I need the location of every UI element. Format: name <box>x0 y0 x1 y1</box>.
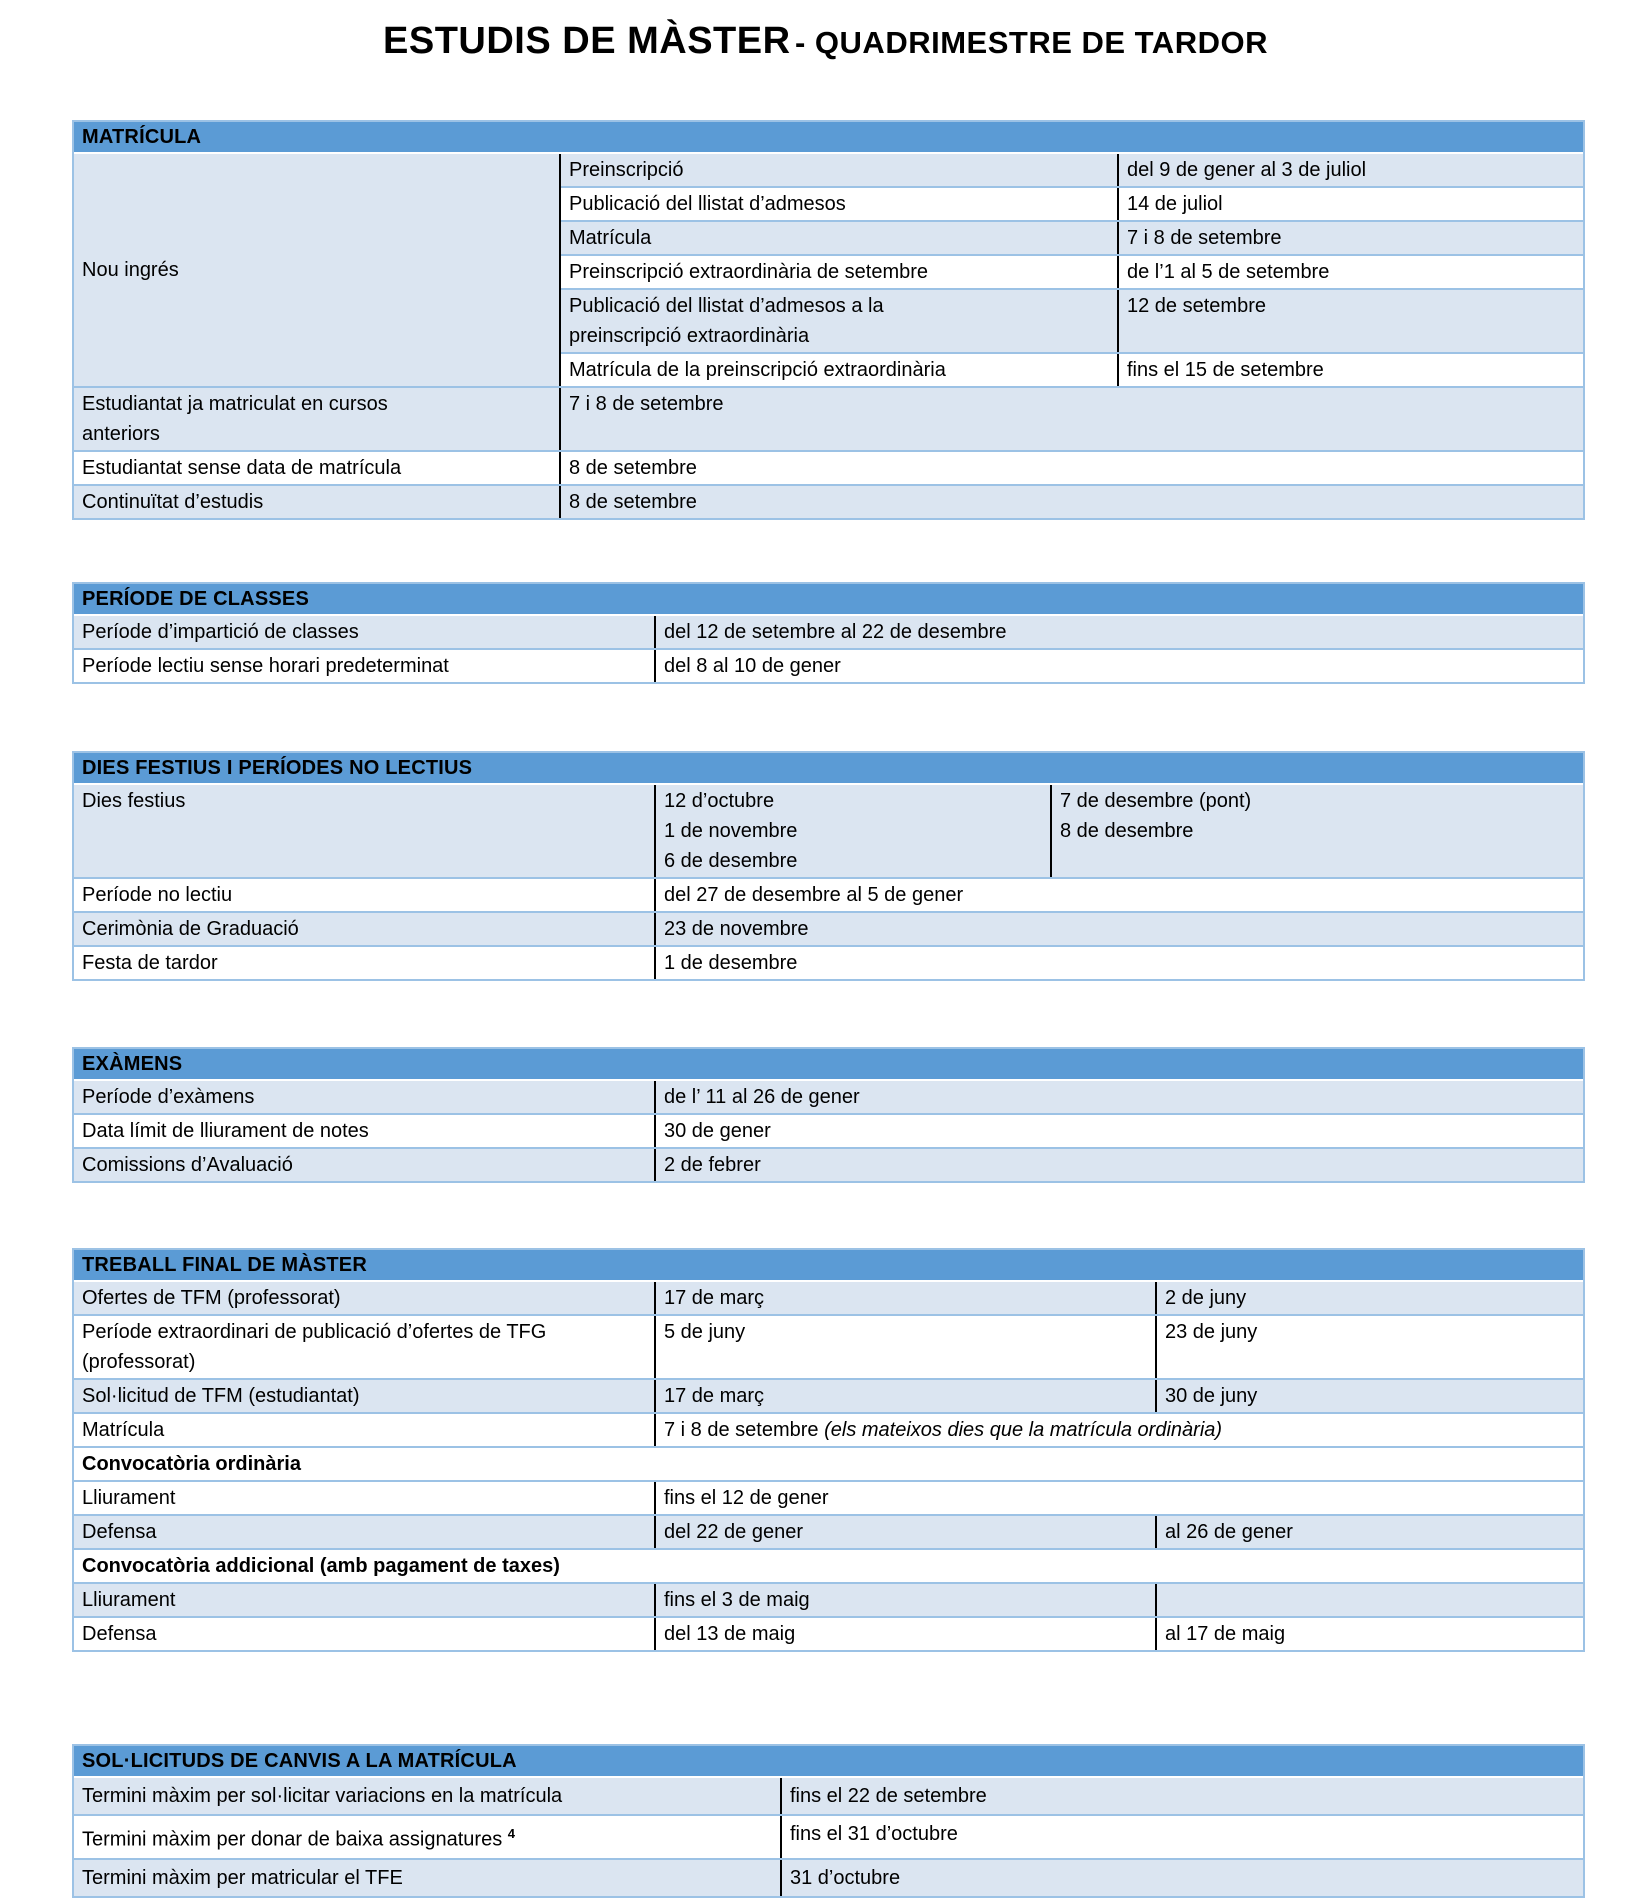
row-label: Estudiantat sense data de matrícula <box>82 457 402 479</box>
row-label <box>561 290 1117 352</box>
row-value: 23 de novembre <box>654 913 1583 945</box>
row-value: del 27 de desembre al 5 de gener <box>654 879 1583 911</box>
row-label: Període d’impartició de classes <box>82 621 359 643</box>
row-label: Matrícula <box>82 1419 165 1441</box>
row-label: Matrícula <box>569 227 652 249</box>
table-canvis-matricula-header: SOL·LICITUDS DE CANVIS A LA MATRÍCULA <box>74 1746 1583 1778</box>
table-matricula <box>72 120 1585 520</box>
row-label: Comissions d’Avaluació <box>82 1154 293 1176</box>
row-value-text: 7 i 8 de setembre <box>664 1419 825 1441</box>
page-title-main: ESTUDIS DE MÀSTER <box>383 20 791 62</box>
table-row <box>74 1282 1583 1314</box>
table-dies-festius <box>72 751 1585 981</box>
section-row-convocatoria-ordinaria <box>74 1446 1583 1480</box>
document-page <box>0 16 1651 1889</box>
table-periode-classes-header: PERÍODE DE CLASSES <box>74 584 1583 616</box>
section-label: Convocatòria addicional (amb pagament de taxes) <box>82 1555 560 1577</box>
row-value: 8 de setembre <box>559 486 1583 518</box>
row-value-col2 <box>654 785 1050 877</box>
table-row <box>561 352 1583 386</box>
section-label: Convocatòria ordinària <box>82 1453 301 1475</box>
table-row-matricula-tfm <box>74 1412 1583 1446</box>
date-line: 12 d’octubre <box>664 790 775 812</box>
row-value-col3: 23 de juny <box>1155 1316 1583 1378</box>
row-value-col2: 17 de març <box>654 1282 1155 1314</box>
table-matricula-header: MATRÍCULA <box>74 122 1583 154</box>
page-title <box>0 16 1651 74</box>
row-label-text: Termini màxim per donar de baixa assignatures <box>82 1828 508 1851</box>
row-label: Nou ingrés <box>74 154 559 386</box>
date-line: 7 de desembre (pont) <box>1060 790 1252 812</box>
table-row <box>561 254 1583 288</box>
table-row <box>74 484 1583 518</box>
table-row <box>74 1514 1583 1548</box>
row-value: de l’ 11 al 26 de gener <box>654 1081 1583 1113</box>
table-row-dies-festius <box>74 785 1583 877</box>
table-row <box>74 1314 1583 1378</box>
table-tfm <box>72 1248 1585 1652</box>
row-value: fins el 31 d’octubre <box>780 1816 1583 1858</box>
row-label <box>74 1816 780 1858</box>
date-line: 6 de desembre <box>664 850 798 872</box>
row-value-col3: 30 de juny <box>1155 1380 1583 1412</box>
table-row <box>74 911 1583 945</box>
table-row <box>74 1582 1583 1616</box>
row-value: fins el 22 de setembre <box>780 1778 1583 1814</box>
table-row <box>74 450 1583 484</box>
table-row <box>74 648 1583 682</box>
table-row <box>74 1113 1583 1147</box>
row-label: Termini màxim per sol·licitar variacions en la matrícula <box>82 1785 563 1807</box>
table-row <box>74 1081 1583 1113</box>
row-value <box>654 1414 1583 1446</box>
row-label-text: Estudiantat ja matriculat en cursos anteriors <box>82 393 388 445</box>
row-label: Defensa <box>82 1623 157 1645</box>
sub-rows <box>559 154 1583 386</box>
row-value: 7 i 8 de setembre <box>559 388 1583 450</box>
row-label: Defensa <box>82 1521 157 1543</box>
row-value-col3 <box>1155 1584 1583 1616</box>
table-periode-classes <box>72 582 1585 684</box>
row-label <box>74 1316 654 1378</box>
table-row <box>74 1814 1583 1858</box>
row-label: Període no lectiu <box>82 884 233 906</box>
row-label: Continuïtat d’estudis <box>82 491 264 513</box>
row-label: Data límit de lliurament de notes <box>82 1120 369 1142</box>
row-value-note: (els mateixos dies que la matrícula ordinària) <box>824 1419 1223 1441</box>
table-examens <box>72 1047 1585 1183</box>
row-value: 14 de juliol <box>1117 188 1583 220</box>
row-value: 12 de setembre <box>1117 290 1583 352</box>
row-value: fins el 15 de setembre <box>1117 354 1583 386</box>
footnote-marker: 4 <box>507 1826 515 1841</box>
table-row <box>74 616 1583 648</box>
row-label: Preinscripció extraordinària de setembre <box>569 261 929 283</box>
row-value: 31 d’octubre <box>780 1860 1583 1896</box>
table-row <box>74 1378 1583 1412</box>
row-label: Preinscripció <box>569 159 684 181</box>
section-row-convocatoria-addicional <box>74 1548 1583 1582</box>
table-row <box>561 154 1583 186</box>
table-row <box>74 1480 1583 1514</box>
row-value: de l’1 al 5 de setembre <box>1117 256 1583 288</box>
row-value: 1 de desembre <box>654 947 1583 979</box>
row-label: Dies festius <box>82 790 186 812</box>
table-row <box>561 288 1583 352</box>
table-row <box>561 220 1583 254</box>
table-row <box>74 1616 1583 1650</box>
row-label: Ofertes de TFM (professorat) <box>82 1287 341 1309</box>
row-label: Sol·licitud de TFM (estudiantat) <box>82 1385 360 1407</box>
row-label-text: Període extraordinari de publicació d’ofertes de TFG (professorat) <box>82 1321 547 1373</box>
date-line: 1 de novembre <box>664 820 798 842</box>
row-value: 7 i 8 de setembre <box>1117 222 1583 254</box>
table-row <box>74 1778 1583 1814</box>
table-row <box>561 186 1583 220</box>
row-value: 8 de setembre <box>559 452 1583 484</box>
table-row <box>74 1147 1583 1181</box>
row-value-col2: del 13 de maig <box>654 1618 1155 1650</box>
row-label: Matrícula de la preinscripció extraordinària <box>569 359 946 381</box>
row-value-col3: al 26 de gener <box>1155 1516 1583 1548</box>
row-value-col2: fins el 3 de maig <box>654 1584 1155 1616</box>
row-label: Lliurament <box>82 1589 176 1611</box>
row-label: Període d’exàmens <box>82 1086 255 1108</box>
table-row <box>74 1858 1583 1896</box>
table-dies-festius-header: DIES FESTIUS I PERÍODES NO LECTIUS <box>74 753 1583 785</box>
row-label: Festa de tardor <box>82 952 218 974</box>
row-label: Publicació del llistat d’admesos <box>569 193 846 215</box>
date-line: 8 de desembre <box>1060 820 1194 842</box>
row-label: Cerimònia de Graduació <box>82 918 299 940</box>
row-value-col3: 2 de juny <box>1155 1282 1583 1314</box>
row-value: del 9 de gener al 3 de juliol <box>1117 154 1583 186</box>
row-value: del 12 de setembre al 22 de desembre <box>654 616 1583 648</box>
row-label <box>74 388 559 450</box>
row-value: 30 de gener <box>654 1115 1583 1147</box>
table-row-group-nou-ingres <box>74 154 1583 386</box>
row-value-col2: 5 de juny <box>654 1316 1155 1378</box>
row-value-col3: al 17 de maig <box>1155 1618 1583 1650</box>
row-value-col3 <box>1050 785 1583 877</box>
row-value-col2: del 22 de gener <box>654 1516 1155 1548</box>
table-row <box>74 386 1583 450</box>
row-value-col2: 17 de març <box>654 1380 1155 1412</box>
row-label: Termini màxim per matricular el TFE <box>82 1866 403 1889</box>
table-row <box>74 945 1583 979</box>
row-value: fins el 12 de gener <box>654 1482 1583 1514</box>
row-label: Període lectiu sense horari predeterminat <box>82 655 449 677</box>
row-value: 2 de febrer <box>654 1149 1583 1181</box>
row-value: del 8 al 10 de gener <box>654 650 1583 682</box>
table-tfm-header: TREBALL FINAL DE MÀSTER <box>74 1250 1583 1282</box>
table-examens-header: EXÀMENS <box>74 1049 1583 1081</box>
row-label-text: Publicació del llistat d’admesos a la preinscripció extraordinària <box>569 295 884 347</box>
table-canvis-matricula <box>72 1744 1585 1898</box>
page-title-sub: - QUADRIMESTRE DE TARDOR <box>795 25 1268 60</box>
row-label: Lliurament <box>82 1487 176 1509</box>
table-row <box>74 877 1583 911</box>
